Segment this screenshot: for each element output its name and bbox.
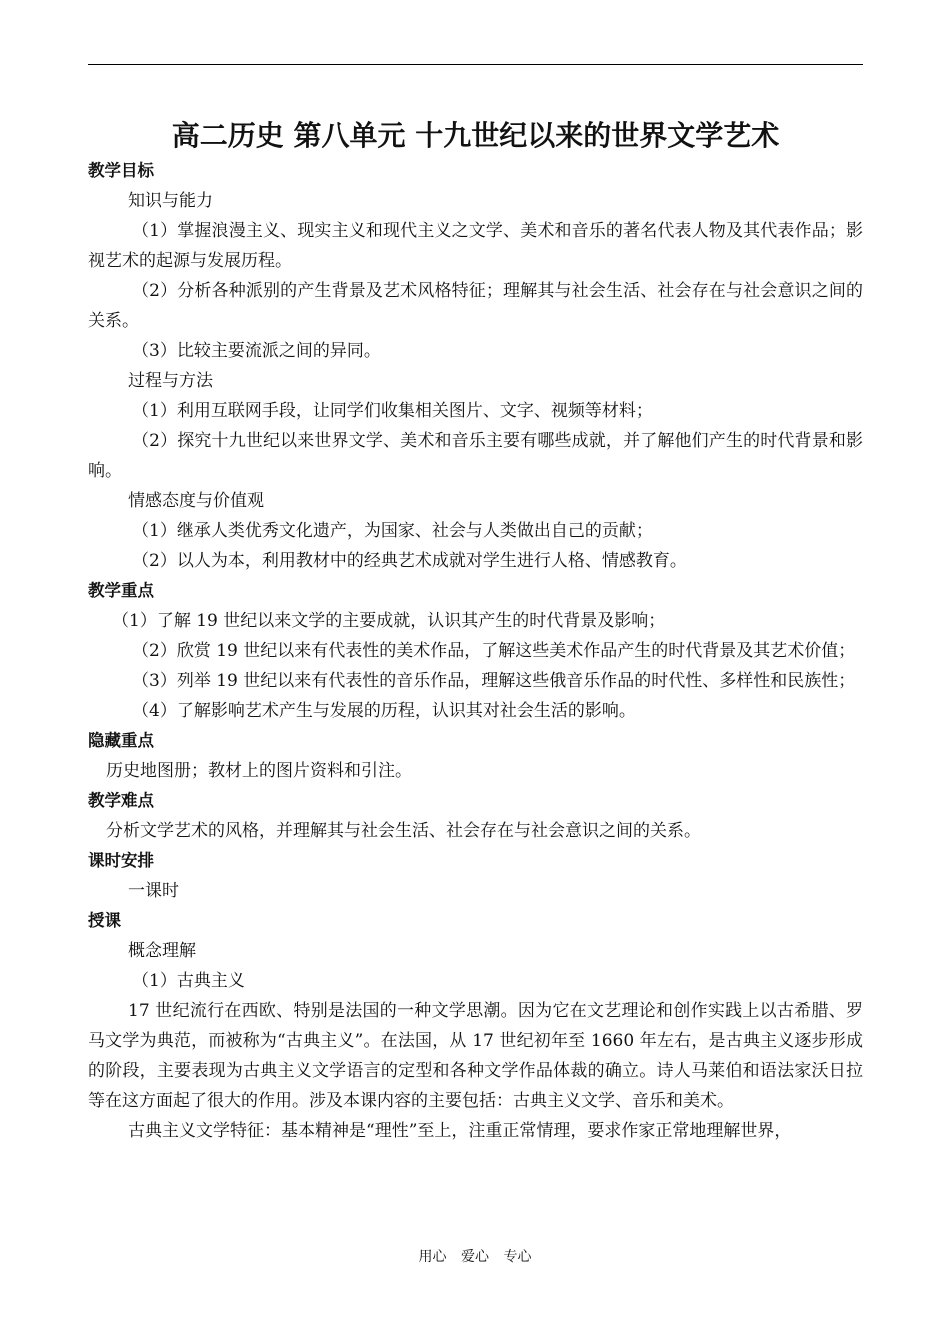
key-item-1: （1）了解 19 世纪以来文学的主要成就，认识其产生的时代背景及影响； [112,611,666,631]
hidden-item-1: 历史地图册；教材上的图片资料和引注。 [106,761,412,781]
lesson-paragraph-1: 17 世纪流行在西欧、特别是法国的一种文学思潮。因为它在文艺理论和创作实践上以古希腊、罗马文学为典范，而被称为“古典主义”。在法国，从 17 世纪初年至 1660 年左右，是古典主义逐步形成的阶段，主要表现为古典主义文学语言的定型和各种文学作品体裁的确立。诗人马莱伯和语法家沃日拉等在这方面起了很大的作用。涉及本课内容的主要包括：古典主义文学、音乐和美术。 [88,1001,863,1111]
page-title: 高二历史 第八单元 十九世纪以来的世界文学艺术 [171,119,780,152]
lesson-item-classicism: （1）古典主义 [132,971,245,991]
subheading-method: 过程与方法 [128,371,213,391]
lesson-paragraph-2: 古典主义文学特征：基本精神是“理性”至上，注重正常情理，要求作家正常地理解世界， [128,1121,792,1141]
method-item-2: （2）探究十九世纪以来世界文学、美术和音乐主要有哪些成就，并了解他们产生的时代背景和影响。 [88,431,863,481]
goal-item-2: （2）分析各种派别的产生背景及艺术风格特征；理解其与社会生活、社会存在与社会意识之间的关系。 [88,281,863,331]
goal-item-3: （3）比较主要流派之间的异同。 [132,341,381,361]
document-body [88,116,863,1146]
section-heading-schedule: 课时安排 [88,851,154,870]
key-item-2: （2）欣赏 19 世纪以来有代表性的美术作品，了解这些美术作品产生的时代背景及其艺术价值； [132,641,856,661]
section-heading-goals: 教学目标 [88,161,154,180]
subheading-knowledge: 知识与能力 [128,191,213,211]
key-item-4: （4）了解影响艺术产生与发展的历程，认识其对社会生活的影响。 [132,701,636,721]
page-footer: 用心 爱心 专心 [418,1249,532,1265]
value-item-2: （2）以人为本，利用教材中的经典艺术成就对学生进行人格、情感教育。 [132,551,687,571]
schedule-item-1: 一课时 [128,881,179,901]
value-item-1: （1）继承人类优秀文化遗产，为国家、社会与人类做出自己的贡献； [132,521,653,541]
key-item-3: （3）列举 19 世纪以来有代表性的音乐作品，理解这些俄音乐作品的时代性、多样性和民族性； [132,671,856,691]
section-heading-difficult: 教学难点 [88,791,154,810]
difficult-item-1: 分析文学艺术的风格，并理解其与社会生活、社会存在与社会意识之间的关系。 [106,821,701,841]
subheading-values: 情感态度与价值观 [128,491,264,511]
goal-item-1: （1）掌握浪漫主义、现实主义和现代主义之文学、美术和音乐的著名代表人物及其代表作品；影视艺术的起源与发展历程。 [88,221,863,271]
subheading-concept: 概念理解 [128,941,196,961]
section-heading-key: 教学重点 [88,581,154,600]
section-heading-hidden: 隐藏重点 [88,731,154,750]
method-item-1: （1）利用互联网手段，让同学们收集相关图片、文字、视频等材料； [132,401,653,421]
section-heading-lesson: 授课 [88,911,121,930]
header-rule [88,64,863,65]
